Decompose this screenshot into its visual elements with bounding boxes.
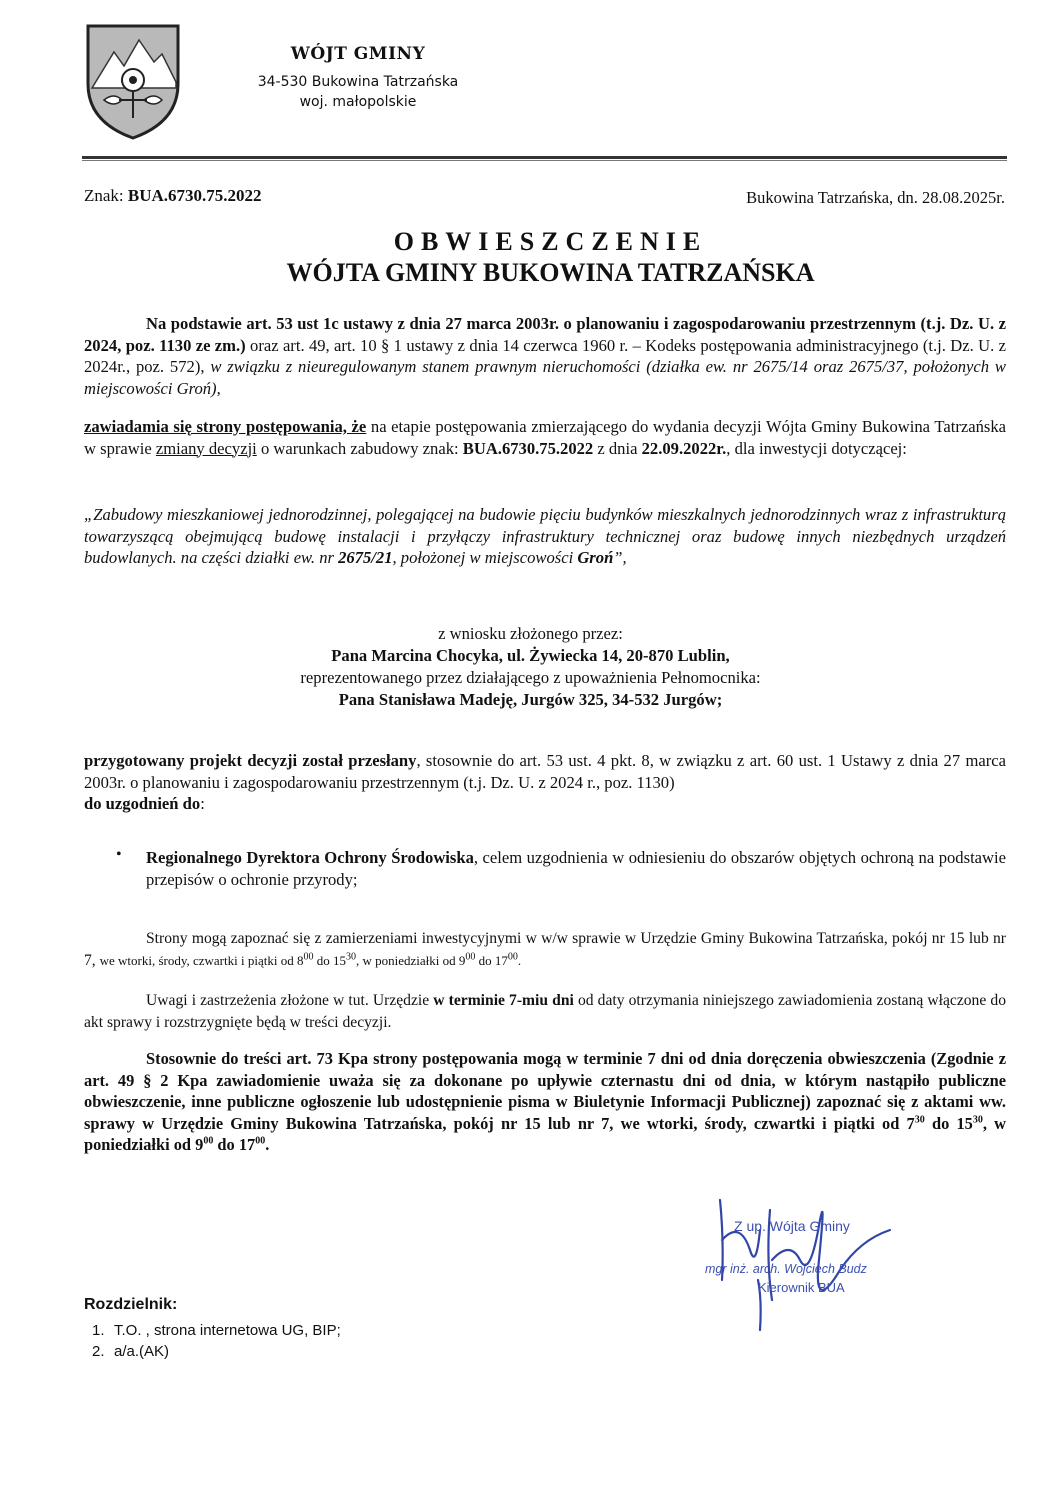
access-rights-paragraph bbox=[84, 1048, 1006, 1156]
project-sent-text: , stosownie do art. 53 ust. 4 pkt. 8, w związku z art. 60 ust. 1 Ustawy z dnia 27 marca 2003r. o planowaniu i zagospodarowaniu przestrzennym (t.j. Dz. U. z 2024 r., poz. 1130) bbox=[84, 751, 1006, 792]
bullet-icon: • bbox=[116, 846, 122, 863]
investment-description bbox=[84, 504, 1006, 569]
investment-text: „Zabudowy mieszkaniowej jednorodzinnej, polegającej na budowie pięciu budynków mieszkalnych jednorodzinnych wraz z infrastrukturą towarzyszącą obejmującą budowę instalacji i przyłączy infrastruktury technicznej oraz budowę innych niezbędnych urządzeń budowlanych. na części działki ew. nr bbox=[84, 505, 1006, 567]
authority-purpose: , celem uzgodnienia w odniesieniu do obszarów objętych ochroną na podstawie przepisów o ochronie przyrody; bbox=[146, 848, 1007, 889]
hours-sup: 00 bbox=[507, 951, 518, 963]
stamp-on-behalf: Z up. Wójta Gminy bbox=[734, 1218, 850, 1234]
legal-basis-paragraph bbox=[84, 313, 1006, 399]
notice-date: 22.09.2022r. bbox=[641, 438, 727, 458]
list-item-number: 1. bbox=[92, 1322, 105, 1339]
list-item-text: a/a.(AK) bbox=[114, 1343, 170, 1360]
applicant-intro: z wniosku złożonego przez: bbox=[438, 624, 623, 643]
access-sup: 00 bbox=[255, 1135, 266, 1147]
access-sup: 00 bbox=[203, 1135, 214, 1147]
list-item bbox=[92, 1341, 341, 1362]
notice-text: , dla inwestycji dotyczącej: bbox=[726, 438, 907, 458]
office-hours-paragraph bbox=[84, 928, 1006, 971]
notice-text: o warunkach zabudowy znak: bbox=[256, 438, 463, 458]
notice-underline: zmiany decyzji bbox=[155, 438, 257, 458]
representative-name: Pana Stanisława Madeję, Jurgów 325, 34-532 Jurgów; bbox=[338, 690, 723, 709]
remarks-paragraph bbox=[84, 990, 1006, 1033]
municipal-coat-of-arms-icon bbox=[84, 22, 182, 142]
issuer-address bbox=[218, 72, 498, 112]
parcel-number: 2675/21 bbox=[338, 548, 393, 567]
handwritten-signature bbox=[700, 1180, 920, 1340]
office-hours-text: Strony mogą zapoznać się z zamierzeniami inwestycyjnymi w w/w sprawie w Urzędzie Gminy Bukowina Tatrzańska, pokój nr 15 lub nr 7, bbox=[84, 930, 1006, 969]
hours-sup: 30 bbox=[345, 951, 356, 963]
notice-sign: BUA.6730.75.2022 bbox=[462, 438, 594, 458]
hours-text: . bbox=[517, 952, 522, 968]
case-reference-value: BUA.6730.75.2022 bbox=[127, 186, 262, 205]
applicant-name: Pana Marcina Chocyka, ul. Żywiecka 14, 20-870 Lublin, bbox=[331, 646, 730, 665]
header-divider bbox=[82, 156, 1007, 159]
stamp-position: Kierownik BUA bbox=[758, 1280, 845, 1295]
access-sup: 30 bbox=[914, 1114, 925, 1126]
project-sent-bold: przygotowany projekt decyzji został przesłany bbox=[84, 751, 417, 770]
distribution-title: Rozdzielnik: bbox=[84, 1296, 178, 1313]
access-text: do 15 bbox=[924, 1113, 973, 1133]
agreement-authority-item bbox=[146, 847, 1006, 890]
remarks-deadline: w terminie 7-miu dni bbox=[433, 992, 574, 1009]
legal-basis-bold: Na podstawie art. 53 ust 1c ustawy z dnia 27 marca 2003r. o planowaniu i zagospodarowaniu przestrzennym (t.j. Dz. U. z 2024, poz. 1130 ze zm.) bbox=[84, 314, 1006, 355]
hours-text: do 15 bbox=[313, 952, 346, 968]
notice-text: z dnia bbox=[593, 438, 642, 458]
office-hours-small bbox=[100, 953, 522, 968]
access-text: , w poniedziałki od 9 bbox=[84, 1113, 1006, 1154]
document-title: OBWIESZCZENIE bbox=[393, 227, 708, 256]
access-text: Stosownie do treści art. 73 Kpa strony postępowania mogą w terminie 7 dni od dnia doręczenia obwieszczenia (Zgodnie z art. 49 § 2 Kpa zawiadomienie uważa się za dokonane po upływie czternastu dni od dnia, w którym nastąpiło publiczne obwieszczenie, inne publiczne ogłoszenie lub udostępnienie pisma w Biuletynie Informacji Publicznej) zapoznać się z aktami ww. sprawy w Urzędzie Gminy Bukowina Tatrzańska, pokój nr 15 lub nr 7, we wtorki, środy, czwartki i piątki od 7 bbox=[84, 1049, 1006, 1133]
hours-text: , w poniedziałki od 9 bbox=[355, 952, 466, 968]
distribution-list bbox=[92, 1320, 341, 1362]
address-line-2: woj. małopolskie bbox=[299, 94, 417, 110]
document-subtitle: WÓJTA GMINY BUKOWINA TATRZAŃSKA bbox=[286, 258, 815, 287]
address-line-1: 34-530 Bukowina Tatrzańska bbox=[257, 74, 459, 90]
issuer-title: WÓJT GMINY bbox=[290, 44, 426, 64]
stamp-name: mgr inż. arch. Wojciech Budz bbox=[705, 1262, 867, 1276]
document-date: Bukowina Tatrzańska, dn. 28.08.2025r. bbox=[746, 188, 1005, 207]
notice-text: na etapie postępowania zmierzającego do wydania decyzji Wójta Gminy Bukowina Tatrzańska w sprawie bbox=[84, 417, 1006, 458]
legal-basis-italic: w związku z nieuregulowanym stanem prawnym nieruchomości (działka ew. nr 2675/14 oraz 2675/37, położonych w miejscowości Groń), bbox=[84, 357, 1006, 398]
case-reference-label: Znak: bbox=[84, 186, 124, 205]
agreements-label: do uzgodnień do bbox=[84, 794, 201, 813]
remarks-text: Uwagi i zastrzeżenia złożone w tut. Urzędzie bbox=[146, 992, 434, 1009]
remarks-text: od daty otrzymania niniejszego zawiadomienia zostaną włączone do akt sprawy i rozstrzygnięte będą w treści decyzji. bbox=[84, 992, 1006, 1031]
representative-intro: reprezentowanego przez działającego z upoważnienia Pełnomocnika: bbox=[300, 668, 761, 687]
hours-text: do 17 bbox=[475, 952, 508, 968]
case-reference bbox=[84, 186, 262, 206]
list-item bbox=[92, 1320, 341, 1341]
authority-name: Regionalnego Dyrektora Ochrony Środowiska bbox=[146, 848, 474, 867]
list-item-number: 2. bbox=[92, 1343, 105, 1360]
place-name: Groń bbox=[577, 548, 614, 567]
agreements-colon: : bbox=[200, 794, 205, 813]
notice-lead: zawiadamia się strony postępowania, że bbox=[84, 417, 367, 436]
access-text: do 17 bbox=[213, 1135, 256, 1154]
header-divider-thin bbox=[82, 160, 1007, 161]
hours-sup: 00 bbox=[465, 951, 476, 963]
hours-sup: 00 bbox=[303, 951, 314, 963]
investment-text: ”, bbox=[613, 548, 627, 567]
access-sup: 30 bbox=[972, 1114, 983, 1126]
investment-text: , położonej w miejscowości bbox=[392, 548, 578, 567]
legal-basis-text: oraz art. 49, art. 10 § 1 ustawy z dnia 14 czerwca 1960 r. – Kodeks postępowania administracyjnego (t.j. Dz. U. z 2024r., poz. 572), bbox=[84, 335, 1006, 376]
list-item-text: T.O. , strona internetowa UG, BIP; bbox=[114, 1322, 341, 1339]
notice-paragraph bbox=[84, 416, 1006, 459]
hours-text: we wtorki, środy, czwartki i piątki od 8 bbox=[99, 952, 304, 968]
access-text: . bbox=[265, 1135, 270, 1154]
project-sent-paragraph bbox=[84, 750, 1006, 815]
